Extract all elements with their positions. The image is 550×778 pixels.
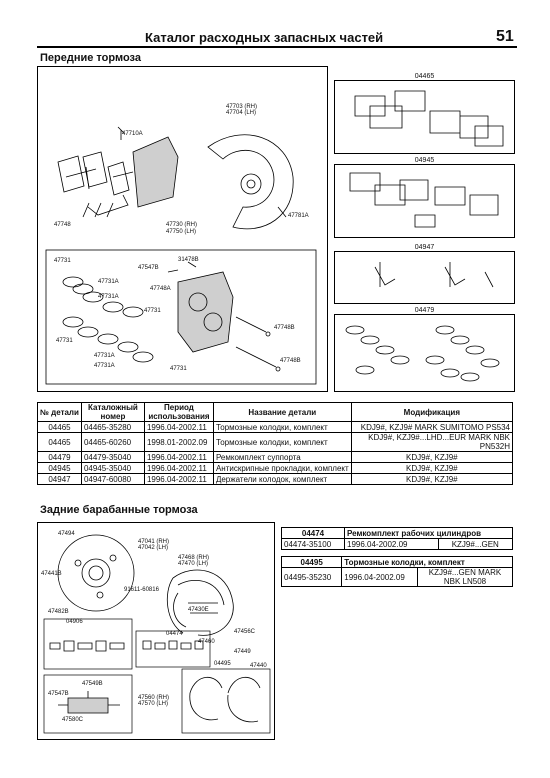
- label-47441b: 47441B: [41, 571, 62, 577]
- label-47560: 47560 (RH): [138, 695, 170, 701]
- cell-mod: KDJ9#, KZJ9#: [351, 452, 512, 463]
- label-47781a: 47781A: [288, 213, 309, 219]
- table-header-row: [282, 528, 513, 539]
- table-header-row: [282, 557, 513, 568]
- cell-period: 1996.04-2002.09: [342, 568, 418, 587]
- cell-period: 1996.04-2002.11: [144, 452, 213, 463]
- label-47042: 47042 (LH): [138, 545, 169, 551]
- col-part-no: № детали: [38, 403, 82, 422]
- seal-set-drawing: [335, 315, 514, 391]
- table-row: [38, 463, 513, 474]
- cell-no: 04495: [282, 557, 342, 568]
- label-47440: 47440: [250, 663, 267, 669]
- label-47482b: 47482B: [48, 609, 69, 615]
- label-47468: 47468 (RH): [178, 555, 210, 561]
- kit-box-04465-title: 04465: [414, 73, 435, 80]
- cell-mod: KZJ9#...GEN MARK NBK LN508: [418, 568, 513, 587]
- label-47547b: 47547B: [48, 691, 69, 697]
- label-47731a-4: 47731A: [94, 363, 115, 369]
- rear-table-04495: [281, 556, 513, 587]
- cell-title: Ремкомплект рабочих цилиндров: [345, 528, 513, 539]
- pad-clip-drawing: [335, 252, 514, 303]
- label-47731a-3: 47731A: [94, 353, 115, 359]
- kit-box-04465: [334, 73, 515, 154]
- front-parts-table: [37, 402, 513, 485]
- cell-period: 1996.04-2002.11: [144, 463, 213, 474]
- label-47549b: 47549B: [82, 681, 103, 687]
- label-47748b-1: 47748B: [274, 325, 295, 331]
- header-rule: [37, 46, 517, 48]
- label-91611: 91611-60816: [124, 587, 159, 593]
- cell-no: 04465: [38, 433, 82, 452]
- label-47731-1: 47731: [54, 258, 71, 264]
- table-row: [38, 474, 513, 485]
- cell-mod: KZJ9#...GEN: [438, 539, 512, 550]
- label-47547b: 47547B: [138, 265, 159, 271]
- label-47570: 47570 (LH): [138, 701, 169, 707]
- front-section-title: Передние тормоза: [40, 52, 141, 64]
- label-47580c: 47580C: [62, 717, 84, 723]
- cell-period: 1998.01-2002.09: [144, 433, 213, 452]
- label-47748b-2: 47748B: [280, 358, 301, 364]
- rear-table-04474: [281, 527, 513, 550]
- label-47449: 47449: [234, 649, 251, 655]
- col-part-name: Название детали: [213, 403, 351, 422]
- cell-cat: 04474-35100: [282, 539, 345, 550]
- label-47731a-2: 47731A: [98, 294, 119, 300]
- cell-name: Тормозные колодки, комплект: [213, 422, 351, 433]
- label-47731-4: 47731: [170, 366, 187, 372]
- cell-period: 1996.04-2002.11: [144, 422, 213, 433]
- shim-set-drawing: [335, 165, 514, 237]
- label-47748: 47748: [54, 222, 71, 228]
- cell-name: Держатели колодок, комплект: [213, 474, 351, 485]
- table-row: [38, 452, 513, 463]
- kit-box-04479-title: 04479: [414, 307, 435, 314]
- label-47748a: 47748A: [150, 286, 171, 292]
- kit-box-04945: [334, 157, 515, 238]
- label-47494: 47494: [58, 531, 75, 537]
- pad-set-drawing: [335, 81, 514, 153]
- cell-cat: 04495-35230: [282, 568, 342, 587]
- table-row: [282, 568, 513, 587]
- col-modification: Модификация: [351, 403, 512, 422]
- label-47730: 47730 (RH): [166, 222, 198, 228]
- table-row: [38, 422, 513, 433]
- label-47731-2: 47731: [144, 308, 161, 314]
- cell-no: 04465: [38, 422, 82, 433]
- cell-cat: 04479-35040: [81, 452, 144, 463]
- col-period: Период использования: [144, 403, 213, 422]
- table-header-row: [38, 403, 513, 422]
- cell-name: Антискрипные прокладки, комплект: [213, 463, 351, 474]
- label-47703: 47703 (RH): [226, 104, 258, 110]
- cell-no: 04474: [282, 528, 345, 539]
- kit-box-04945-title: 04945: [414, 157, 435, 164]
- backing-plate-drawing: [58, 535, 134, 611]
- label-47704: 47704 (LH): [226, 110, 257, 116]
- cell-name: Ремкомплект суппорта: [213, 452, 351, 463]
- cell-no: 04945: [38, 463, 82, 474]
- label-04906: 04906: [66, 619, 83, 625]
- label-47750: 47750 (LH): [166, 229, 197, 235]
- label-47470: 47470 (LH): [178, 561, 209, 567]
- cell-name: Тормозные колодки, комплект: [213, 433, 351, 452]
- label-04495: 04495: [214, 661, 231, 667]
- cell-no: 04479: [38, 452, 82, 463]
- col-catalog-no: Каталожный номер: [81, 403, 144, 422]
- cell-period: 1996.04-2002.09: [345, 539, 439, 550]
- label-31478b: 31478B: [178, 257, 199, 263]
- catalog-title: Каталог расходных запасных частей: [145, 30, 384, 45]
- cell-mod: KDJ9#, KZJ9#: [351, 474, 512, 485]
- cell-mod: KDJ9#, KZJ9#...LHD...EUR MARK NBK PN532H: [351, 433, 512, 452]
- table-row: [282, 539, 513, 550]
- cell-period: 1996.04-2002.11: [144, 474, 213, 485]
- cell-cat: 04465-60260: [81, 433, 144, 452]
- dust-shield-drawing: [208, 135, 293, 229]
- rear-brake-diagram: [37, 522, 275, 740]
- rear-shoe-set-drawing: [190, 677, 260, 722]
- table-row: [38, 433, 513, 452]
- cell-cat: 04465-35280: [81, 422, 144, 433]
- wheel-cylinder-kit-drawing: [50, 641, 203, 651]
- cell-title: Тормозные колодки, комплект: [342, 557, 513, 568]
- front-brake-diagram: [37, 66, 328, 392]
- cell-cat: 04945-35040: [81, 463, 144, 474]
- label-47430e: 47430E: [188, 607, 209, 613]
- label-04474: 04474: [166, 631, 183, 637]
- brake-shoe-assembly-drawing: [167, 570, 233, 635]
- cell-cat: 04947-60080: [81, 474, 144, 485]
- kit-box-04479: [334, 307, 515, 392]
- kit-box-04947-title: 04947: [414, 244, 435, 251]
- label-47041: 47041 (RH): [138, 539, 170, 545]
- cell-mod: KDJ9#, KZJ9# MARK SUMITOMO PS534: [351, 422, 512, 433]
- kit-box-04947: [334, 244, 515, 304]
- cell-no: 04947: [38, 474, 82, 485]
- page-number: 51: [496, 28, 514, 45]
- label-47731a-1: 47731A: [98, 279, 119, 285]
- front-pad-assembly-drawing: [58, 127, 178, 217]
- label-47710a: 47710A: [122, 131, 143, 137]
- rear-section-title: Задние барабанные тормоза: [40, 504, 198, 516]
- label-47460: 47460: [198, 639, 215, 645]
- cell-mod: KDJ9#, KZJ9#: [351, 463, 512, 474]
- label-47731-3: 47731: [56, 338, 73, 344]
- label-47456c: 47456C: [234, 629, 256, 635]
